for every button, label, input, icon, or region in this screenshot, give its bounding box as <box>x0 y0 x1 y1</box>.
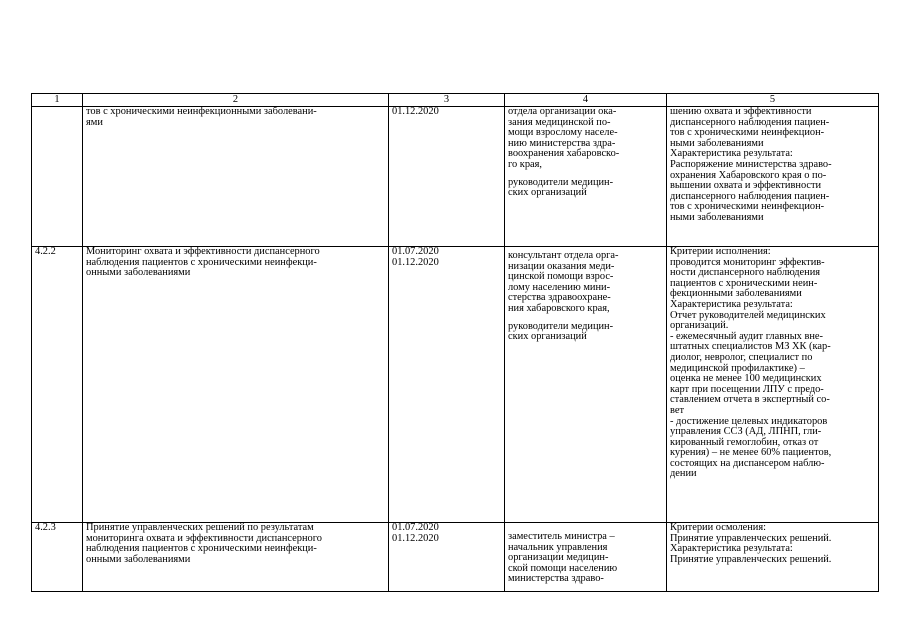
column-header-3: 3 <box>389 94 505 107</box>
responsible-department-text: заместитель министра – начальник управления организации медицин- ской помощи населению министерства здраво- <box>508 531 618 585</box>
activity-cell: тов с хроническими неинфекционными заболевани- ями <box>83 107 389 247</box>
responsible-heads-text: руководители медицин- ских организаций <box>508 176 614 199</box>
column-header-5: 5 <box>667 94 879 107</box>
activity-cell: Мониторинг охвата и эффективности диспансерного наблюдения пациентов с хроническими неинфекци- онными заболеваниями <box>83 247 389 523</box>
responsible-cell <box>505 107 667 247</box>
result-cell: шению охвата и эффективности диспансерного наблюдения пациен- тов с хроническими неинфекцион- ными заболеваниями Характеристика результата: Распоряжение министерства здраво- охранения Хабаровского края о по- вышении охвата и эффективности диспансерного наблюдения пациен- тов с хроническими неинфекцион- ными заболеваниями <box>667 107 879 247</box>
document-table <box>31 93 879 592</box>
responsible-cell <box>505 523 667 592</box>
dates-cell: 01.07.2020 01.12.2020 <box>389 247 505 523</box>
responsible-department-text: консультант отдела орга- низации оказания меди- цинской помощи взрос- лому населению мини- стерства здравоохране- ния хабаровского края, <box>508 250 619 314</box>
result-cell: Критерии осмоления: Принятие управленческих решений. Характеристика результата: Принятие управленческих решений. <box>667 523 879 592</box>
column-number-header-row <box>32 94 879 107</box>
activity-cell: Принятие управленческих решений по результатам мониторинга охвата и эффективности диспансерного наблюдения пациентов с хроническими неинфекци- онными заболеваниями <box>83 523 389 592</box>
column-header-2: 2 <box>83 94 389 107</box>
responsible-heads-text: руководители медицин- ских организаций <box>508 320 614 343</box>
column-header-1: 1 <box>32 94 83 107</box>
responsible-department-text: отдела организации ока- зания медицинской по- мощи взрослому населе- нию министерства здра- воохранения хабаровско- го края, <box>508 106 620 170</box>
table-row <box>32 107 879 247</box>
item-number-cell <box>32 107 83 247</box>
item-number-cell: 4.2.3 <box>32 523 83 592</box>
responsible-cell <box>505 247 667 523</box>
column-header-4: 4 <box>505 94 667 107</box>
table-row <box>32 523 879 592</box>
table-row <box>32 247 879 523</box>
result-cell: Критерии исполнения: проводится мониторинг эффектив- ности диспансерного наблюдения пациентов с хроническими неин- фекционными заболеваниями Характеристика результата: Отчет руководителей медицинских организаций. - ежемесячный аудит главных вне- штатных специалистов МЗ ХК (кар- диолог, невролог, специалист по медицинской профилактике) – оценка не менее 100 медицинских карт при посещении ЛПУ с предо- ставлением отчета в экспертный со- вет - достижение целевых индикаторов управления ССЗ (АД, ЛПНП, гли- кированный гемоглобин, отказ от курения) – не менее 60% пациентов, состоящих на диспансером наблю- дении <box>667 247 879 523</box>
dates-cell: 01.12.2020 <box>389 107 505 247</box>
dates-cell: 01.07.2020 01.12.2020 <box>389 523 505 592</box>
item-number-cell: 4.2.2 <box>32 247 83 523</box>
